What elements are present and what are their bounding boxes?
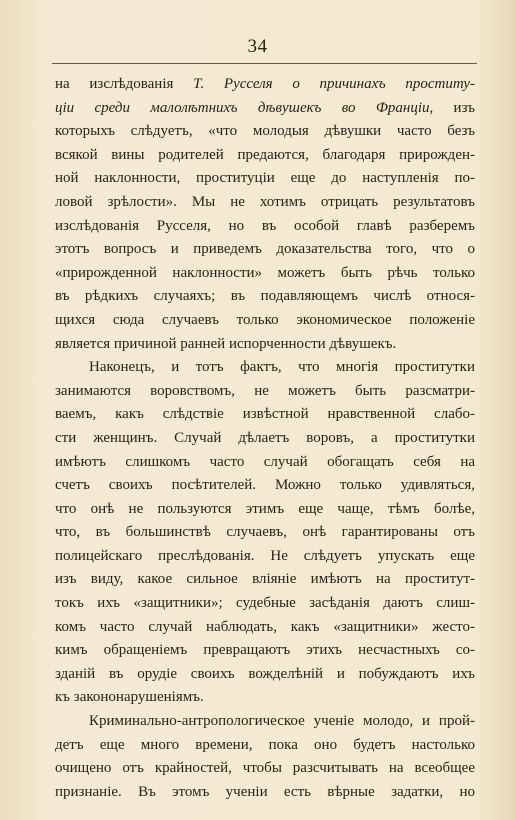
text-line: ной наклонности, проституціи еще до наступленія по-	[55, 170, 475, 187]
paragraph-start: Наконецъ, и тотъ фактъ, что многія проститутки	[89, 359, 475, 376]
line-prefix: на изслѣдованія	[55, 76, 194, 92]
page-number: 34	[247, 36, 268, 57]
text-line: щихся сюда случаевъ только экономическое положеніе	[55, 311, 475, 328]
text-line: что онѣ не пользуются этимъ еще чаще, тѣмъ болѣе,	[55, 500, 475, 517]
text-line: полицейскаго преслѣдованія. Не слѣдуетъ упускать еще	[55, 547, 475, 564]
text-line: которыхъ слѣдуетъ, «что молодыя дѣвушки часто безъ	[55, 123, 475, 140]
text-line: занимаются воровствомъ, не можетъ быть разсматри-	[55, 382, 475, 399]
paragraph-start: Криминально-антропологическое ученіе молодо, и прой-	[89, 713, 475, 730]
text-line: очищено отъ крайностей, чтобы разсчитывать на всеобщее	[55, 760, 475, 777]
text-line: этотъ вопросъ и приведемъ доказательства того, что о	[55, 241, 475, 258]
text-line: зданій въ орудіе своихъ вожделѣній и побуждаютъ ихъ	[55, 665, 475, 682]
text-line: что, въ большинствѣ случаевъ, онѣ гарантированы отъ	[55, 524, 475, 541]
text-line: токъ ихъ «защитники»; судебные засѣданія даютъ слиш-	[55, 595, 475, 612]
text-line: сти женщинъ. Случай дѣлаетъ воровъ, а проститутки	[55, 429, 475, 446]
text-line: имѣютъ слишкомъ часто случай обогащать себя на	[55, 453, 475, 470]
text-line: всякой вины родителей предаются, благодаря прирожден-	[55, 146, 475, 163]
line-suffix: , изъ	[429, 99, 475, 116]
text-line: изслѣдованія Русселя, но въ особой главѣ разберемъ	[55, 217, 475, 234]
text-line: къ закононарушеніямъ.	[55, 689, 204, 706]
text-line: является причиной ранней испорченности дѣвушекъ.	[55, 335, 397, 352]
italic-text: Т. Русселя о причинахъ проститу-	[193, 76, 475, 92]
text-line: кимъ обращеніемъ превращаютъ этихъ несчастныхъ со-	[55, 642, 475, 659]
text-line	[55, 97, 475, 121]
body-text	[55, 73, 475, 804]
italic-text: ціи среди малолѣтнихъ дѣвушекъ во Франціи	[55, 99, 430, 116]
text-line: детъ еще много времени, пока оно будетъ настолько	[55, 736, 475, 753]
text-line: ваемъ, какъ слѣдствіе извѣстной нравственной слабо-	[55, 406, 475, 423]
text-line: счетъ своихъ посѣтителей. Можно только удивляться,	[55, 477, 475, 494]
text-line	[55, 73, 475, 97]
text-line: «прирожденной наклонности» можетъ быть рѣчь только	[55, 264, 475, 281]
text-line: комъ часто случай наблюдать, какъ «защитники» жесто-	[55, 618, 475, 635]
header-rule	[52, 63, 477, 64]
text-line: признаніе. Въ этомъ ученіи есть вѣрные задатки, но	[55, 783, 475, 800]
text-line: изъ виду, какое сильное вліяніе имѣютъ на проститут-	[55, 571, 475, 588]
text-line: ловой зрѣлости». Мы не хотимъ отрицать результатовъ	[55, 193, 475, 210]
text-line: въ рѣдкихъ случаяхъ; въ подавляющемъ числѣ относя-	[55, 288, 475, 305]
